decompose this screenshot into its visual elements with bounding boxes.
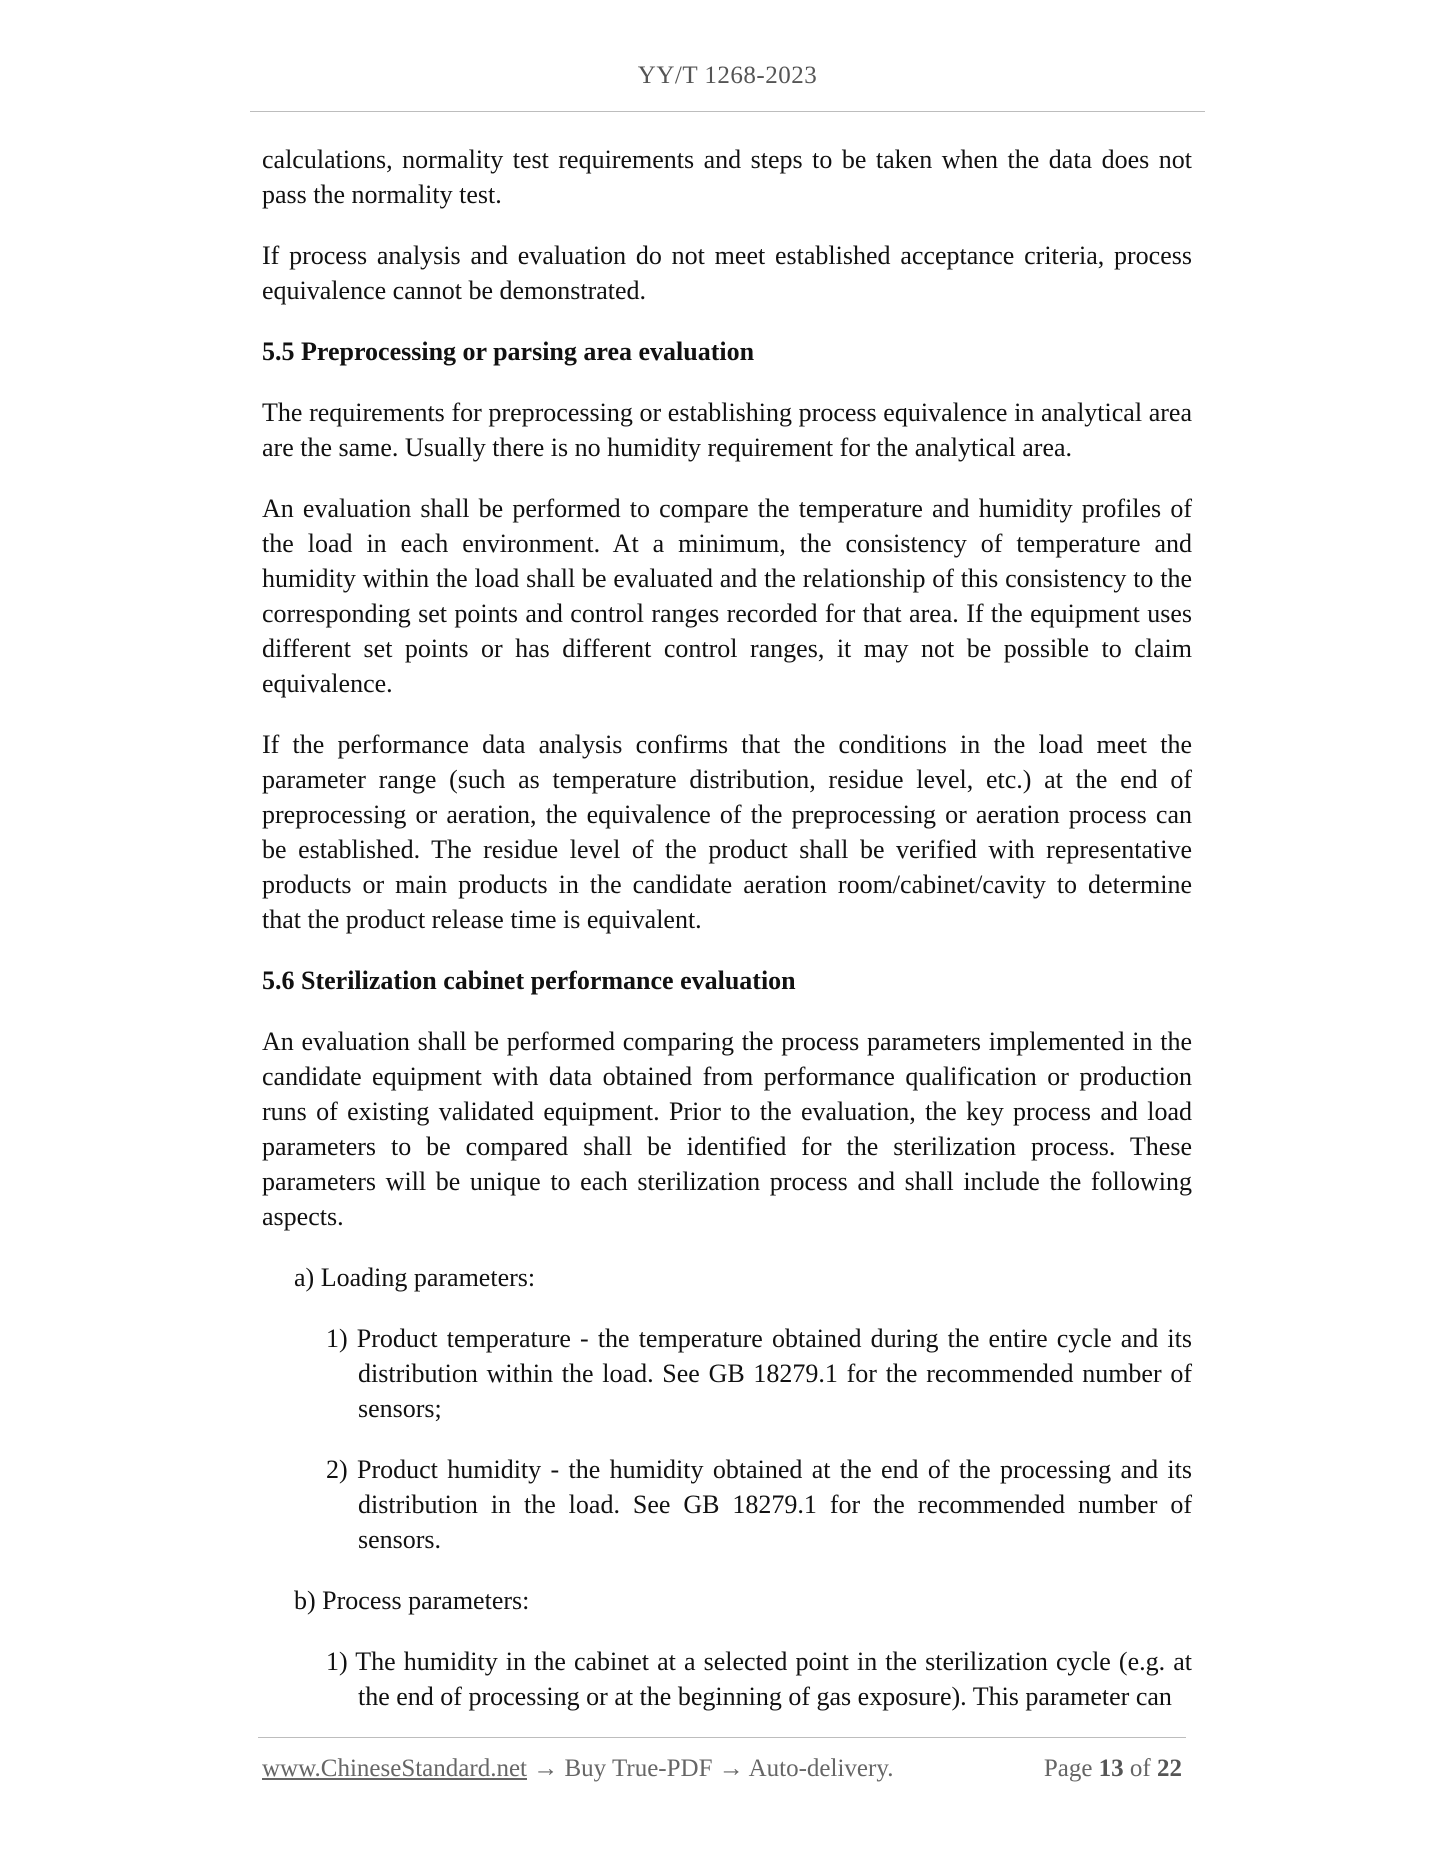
of-label: of: [1129, 1755, 1151, 1782]
list-item-a1: 1) Product temperature - the temperature obtained during the entire cycle and its distribution within the load. See GB 18279.1 for the recommended number of sensors;: [326, 1324, 1192, 1423]
paragraph: An evaluation shall be performed to compare the temperature and humidity profiles of the load in each environment. At a minimum, the consistency of temperature and humidity within the load shall be evaluated and the relationship of this consistency to the corresponding set points and control ranges recorded for that area. If the equipment uses different set points or has different control ranges, it may not be possible to claim equivalence.: [262, 494, 1192, 698]
section-heading-5-6: 5.6 Sterilization cabinet performance evaluation: [262, 966, 796, 995]
paragraph: If the performance data analysis confirms that the conditions in the load meet the parameter range (such as temperature distribution, residue level, etc.) at the end of preprocessing or aeration, the equivalence of the preprocessing or aeration process can be established. The residue level of the product shall be verified with representative products or main products in the candidate aeration room/cabinet/cavity to determine that the product release time is equivalent.: [262, 730, 1192, 934]
footer-divider: [258, 1737, 1186, 1738]
section-heading-5-5: 5.5 Preprocessing or parsing area evaluation: [262, 337, 755, 366]
current-page: 13: [1098, 1755, 1124, 1782]
list-item-a: a) Loading parameters:: [294, 1263, 536, 1292]
list-item-a2: 2) Product humidity - the humidity obtained at the end of the processing and its distribution in the load. See GB 18279.1 for the recommended number of sensors.: [326, 1455, 1192, 1554]
page-label: Page: [1043, 1755, 1093, 1782]
page-number: [1044, 1755, 1182, 1783]
page-header: YY/T 1268-2023: [637, 62, 818, 89]
paragraph: calculations, normality test requirements and steps to be taken when the data does not pass the normality test.: [262, 145, 1192, 209]
footer-promo: [262, 1755, 893, 1783]
header-divider: [250, 111, 1205, 112]
paragraph: The requirements for preprocessing or establishing process equivalence in analytical area are the same. Usually there is no humidity requirement for the analytical area.: [262, 398, 1192, 462]
page-content: [262, 142, 1192, 1714]
total-pages: 22: [1157, 1755, 1182, 1782]
paragraph: If process analysis and evaluation do not meet established acceptance criteria, process equivalence cannot be demonstrated.: [262, 241, 1192, 305]
paragraph: An evaluation shall be performed comparing the process parameters implemented in the candidate equipment with data obtained from performance qualification or production runs of existing validated equipment. Prior to the evaluation, the key process and load parameters to be compared shall be identified for the sterilization process. These parameters will be unique to each sterilization process and shall include the following aspects.: [262, 1027, 1192, 1231]
footer-promo-text: → Buy True-PDF → Auto-delivery.: [527, 1755, 894, 1782]
list-item-b: b) Process parameters:: [294, 1586, 530, 1615]
site-link[interactable]: www.ChineseStandard.net: [262, 1755, 527, 1782]
list-item-b1: 1) The humidity in the cabinet at a selected point in the sterilization cycle (e.g. at the end of processing or at the beginning of gas exposure). This parameter can: [326, 1647, 1192, 1711]
